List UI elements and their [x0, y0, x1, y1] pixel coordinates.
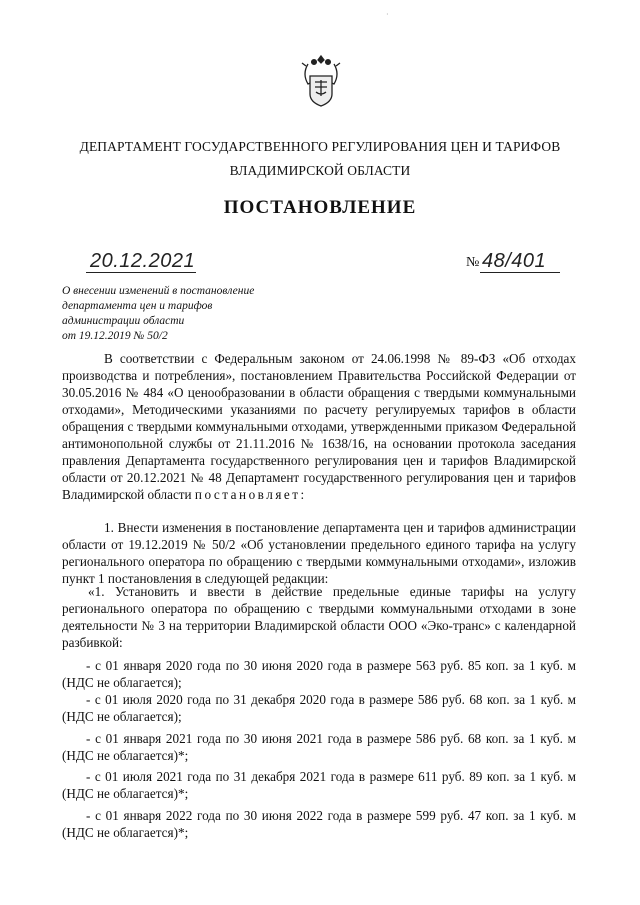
number-label: № [466, 255, 480, 270]
subject-line: О внесении изменений в постановление [62, 285, 255, 297]
tariff-list-item: - с 01 января 2021 года по 30 июня 2021 года в размере 586 руб. 68 коп. за 1 куб. м (НДС не облагается)*; [62, 731, 576, 763]
tariff-list-item: - с 01 июля 2020 года по 31 декабря 2020 года в размере 586 руб. 68 коп. за 1 куб. м (НДС не облагается); [62, 692, 576, 724]
page-mark: · [386, 10, 389, 19]
date-underline [86, 272, 196, 273]
clause-1-paragraph: 1. Внести изменения в постановление департамента цен и тарифов администрации области от 19.12.2019 № 50/2 «Об установлении предельного единого тарифа на услугу регионального оператора по обращению с твердыми коммунальными отходами», изложив пункт 1 постановления в следующей редакции: [62, 520, 576, 586]
department-region: ВЛАДИМИРСКОЙ ОБЛАСТИ [229, 163, 411, 178]
preamble-paragraph [62, 350, 576, 503]
decree-word: постановляет: [194, 487, 307, 502]
document-subject [62, 284, 292, 344]
clause-1-new-text: «1. Установить и ввести в действие предельные единые тарифы на услугу регионального оператора по обращению с твердыми коммунальными отходами в зоне деятельности № 3 на территории Владимирской области ООО «Эко-транс» с календарной разбивкой: [62, 584, 576, 650]
document-number: 48/401 [482, 250, 547, 272]
document-date: 20.12.2021 [90, 250, 196, 272]
preamble-text: В соответствии с Федеральным законом от 24.06.1998 № 89-ФЗ «Об отходах производства и потребления», постановлением Правительства Российской Федерации от 30.05.2016 № 484 «О ценообразовании в области обращения с твердыми коммунальными отходами», Методическими указаниями по расчету регулируемых тарифов в области обращения с твердыми коммунальными отходами, утвержденными приказом Федеральной антимонопольной службы от 21.11.2016 № 1638/16, на основании протокола заседания правления Департамента государственного регулирования цен и тарифов Владимирской области от 20.12.2021 № 48 Департамент государственного регулирования цен и тарифов Владимирской области [62, 351, 576, 502]
coat-of-arms-icon [298, 52, 344, 112]
subject-line: администрации области [62, 315, 185, 327]
document-type-title: ПОСТАНОВЛЕНИЕ [223, 197, 417, 218]
tariff-list-item: - с 01 января 2020 года по 30 июня 2020 года в размере 563 руб. 85 коп. за 1 куб. м (НДС не облагается); [62, 658, 576, 690]
number-underline [480, 272, 560, 273]
subject-line: от 19.12.2019 № 50/2 [62, 330, 168, 342]
tariff-list-item: - с 01 января 2022 года по 30 июня 2022 года в размере 599 руб. 47 коп. за 1 куб. м (НДС не облагается)*; [62, 808, 576, 840]
tariff-list-item: - с 01 июля 2021 года по 31 декабря 2021 года в размере 611 руб. 89 коп. за 1 куб. м (НДС не облагается)*; [62, 769, 576, 801]
subject-line: департамента цен и тарифов [62, 300, 213, 312]
department-name: ДЕПАРТАМЕНТ ГОСУДАРСТВЕННОГО РЕГУЛИРОВАНИЯ ЦЕН И ТАРИФОВ [79, 139, 561, 154]
